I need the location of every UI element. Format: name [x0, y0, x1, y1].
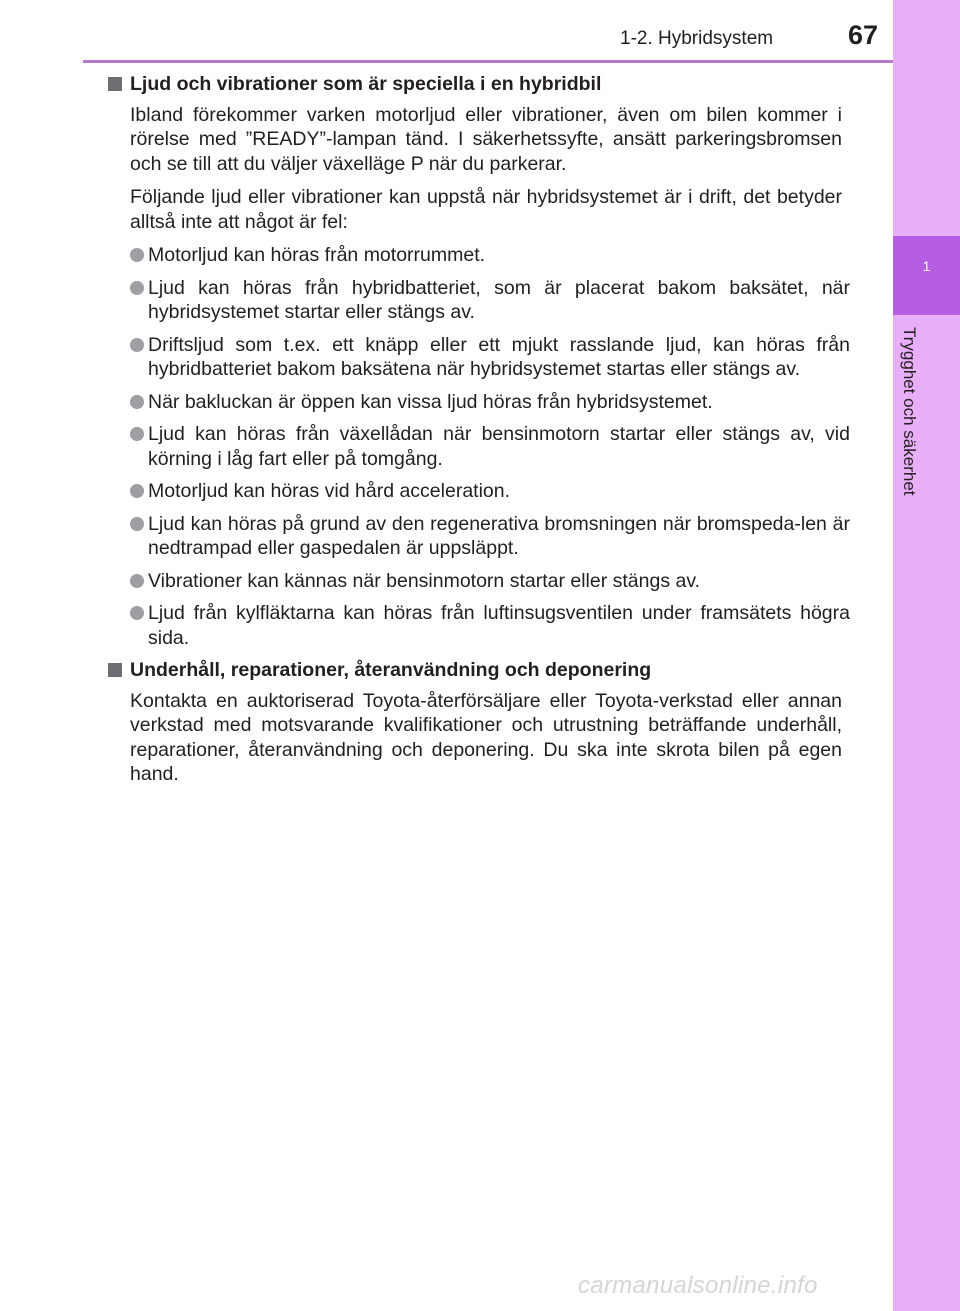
- round-bullet-icon: [130, 427, 144, 441]
- list-item-text: Driftsljud som t.ex. ett knäpp eller ett mjukt rasslande ljud, kan höras från hybridbatteriet bakom baksätena när hybridsystemet startas eller stängs av.: [148, 333, 850, 380]
- list-item: [130, 333, 850, 382]
- round-bullet-icon: [130, 574, 144, 588]
- round-bullet-icon: [130, 517, 144, 531]
- round-bullet-icon: [130, 484, 144, 498]
- header-divider: [83, 60, 893, 63]
- bullet-list: [130, 243, 850, 650]
- list-item-text: Ljud kan höras på grund av den regenerativa bromsningen när bromspeda-len är nedtrampad eller gaspedalen är uppsläppt.: [148, 512, 850, 559]
- list-item: [130, 512, 850, 561]
- round-bullet-icon: [130, 606, 144, 620]
- round-bullet-icon: [130, 395, 144, 409]
- list-item-text: Ljud kan höras från hybridbatteriet, som är placerat bakom baksätet, när hybridsystemet startar eller stängs av.: [148, 276, 850, 323]
- side-tab-chapter-number: 1: [922, 258, 931, 274]
- section-heading-maintenance: [108, 658, 850, 683]
- section-heading-text: Underhåll, reparationer, återanvändning och deponering: [130, 659, 652, 681]
- paragraph: Kontakta en auktoriserad Toyota-återförsäljare eller Toyota-verkstad eller annan verkstad med motsvarande kvalifikationer och utrustning beträffande underhåll, reparationer, återanvändning och deponering. Du ska inte skrota bilen på egen hand.: [130, 689, 842, 785]
- side-tab-chapter-title: Trygghet och säkerhet: [900, 327, 919, 496]
- list-item: [130, 569, 850, 594]
- list-item: [130, 390, 850, 415]
- section-heading-text: Ljud och vibrationer som är speciella i en hybridbil: [130, 73, 602, 95]
- paragraph: Ibland förekommer varken motorljud eller vibrationer, även om bilen kommer i rörelse med ”READY”-lampan tänd. I säkerhetssyfte, ansätt parkeringsbromsen och se till att du väljer växelläge P när du parkerar.: [130, 103, 842, 175]
- side-tab-active-chapter: [893, 236, 960, 315]
- list-item: [130, 479, 850, 504]
- list-item: [130, 243, 850, 268]
- list-item: [130, 422, 850, 471]
- page-number: 67: [848, 20, 879, 50]
- list-item-text: Vibrationer kan kännas när bensinmotorn startar eller stängs av.: [148, 569, 701, 592]
- round-bullet-icon: [130, 281, 144, 295]
- header-section-title: 1-2. Hybridsystem: [620, 28, 774, 49]
- square-bullet-icon: [108, 663, 122, 677]
- paragraph: Följande ljud eller vibrationer kan uppstå när hybridsystemet är i drift, det betyder alltså inte att något är fel:: [130, 186, 842, 233]
- list-item-text: Motorljud kan höras från motorrummet.: [148, 244, 486, 266]
- square-bullet-icon: [108, 77, 122, 91]
- side-tab: [893, 0, 960, 1311]
- section-heading-sounds: [108, 72, 850, 97]
- list-item-text: Ljud från kylfläktarna kan höras från luftinsugsventilen under framsätets högra sida.: [148, 602, 850, 649]
- list-item: [130, 276, 850, 325]
- list-item: [130, 601, 850, 650]
- list-item-text: Ljud kan höras från växellådan när bensinmotorn startar eller stängs av, vid körning i låg fart eller på tomgång.: [148, 423, 850, 470]
- list-item-text: När bakluckan är öppen kan vissa ljud höras från hybridsystemet.: [148, 390, 713, 413]
- round-bullet-icon: [130, 248, 144, 262]
- watermark-text: carmanualsonline.info: [578, 1272, 818, 1299]
- page-content: [108, 72, 850, 796]
- list-item-text: Motorljud kan höras vid hård acceleration.: [148, 480, 511, 502]
- round-bullet-icon: [130, 338, 144, 352]
